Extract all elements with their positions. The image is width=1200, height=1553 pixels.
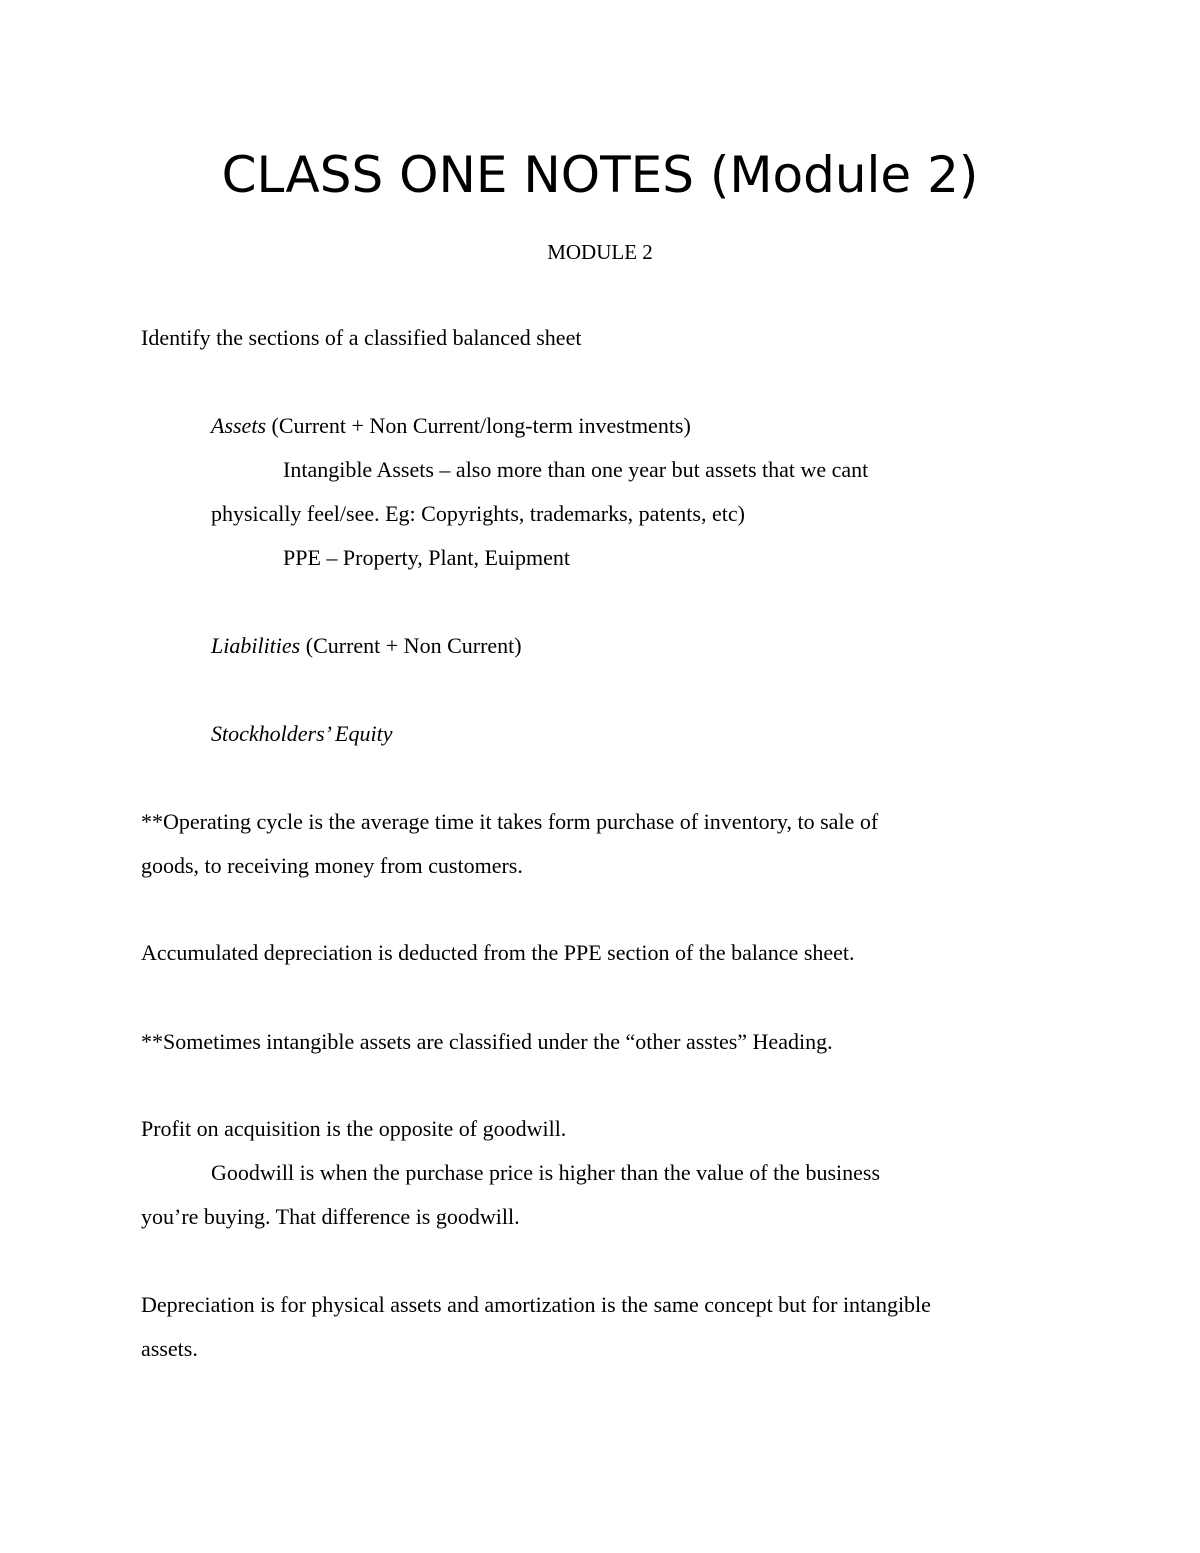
ppe-line: PPE – Property, Plant, Euipment bbox=[283, 545, 571, 570]
operating-cycle-line-2: goods, to receiving money from customers. bbox=[141, 853, 523, 878]
intangible-assets-line-1: Intangible Assets – also more than one year but assets that we cant bbox=[283, 457, 869, 482]
goodwill-line-2: you’re buying. That difference is goodwill. bbox=[141, 1204, 520, 1229]
profit-on-acquisition-text: Profit on acquisition is the opposite of goodwill. bbox=[141, 1116, 567, 1141]
depreciation-line-1: Depreciation is for physical assets and amortization is the same concept but for intangible bbox=[141, 1292, 931, 1317]
intangible-other-assets-text: **Sometimes intangible assets are classified under the “other asstes” Heading. bbox=[141, 1029, 833, 1054]
assets-description: (Current + Non Current/long-term investments) bbox=[266, 413, 691, 438]
intro-text: Identify the sections of a classified balanced sheet bbox=[141, 325, 582, 350]
accumulated-depreciation-text: Accumulated depreciation is deducted from the PPE section of the balance sheet. bbox=[141, 940, 855, 965]
document-title: CLASS ONE NOTES (Module 2) bbox=[221, 146, 979, 204]
equity-label: Stockholders’ Equity bbox=[211, 721, 393, 746]
liabilities-label: Liabilities bbox=[211, 633, 301, 658]
intangible-assets-line-2: physically feel/see. Eg: Copyrights, trademarks, patents, etc) bbox=[211, 501, 745, 526]
liabilities-description: (Current + Non Current) bbox=[300, 633, 522, 658]
goodwill-line-1: Goodwill is when the purchase price is higher than the value of the business bbox=[211, 1160, 881, 1185]
depreciation-line-2: assets. bbox=[141, 1336, 198, 1361]
liabilities-line bbox=[211, 631, 522, 661]
document-subtitle: MODULE 2 bbox=[547, 240, 653, 264]
operating-cycle-line-1: **Operating cycle is the average time it takes form purchase of inventory, to sale of bbox=[141, 809, 879, 834]
assets-label: Assets bbox=[211, 413, 266, 438]
assets-line bbox=[211, 411, 691, 441]
